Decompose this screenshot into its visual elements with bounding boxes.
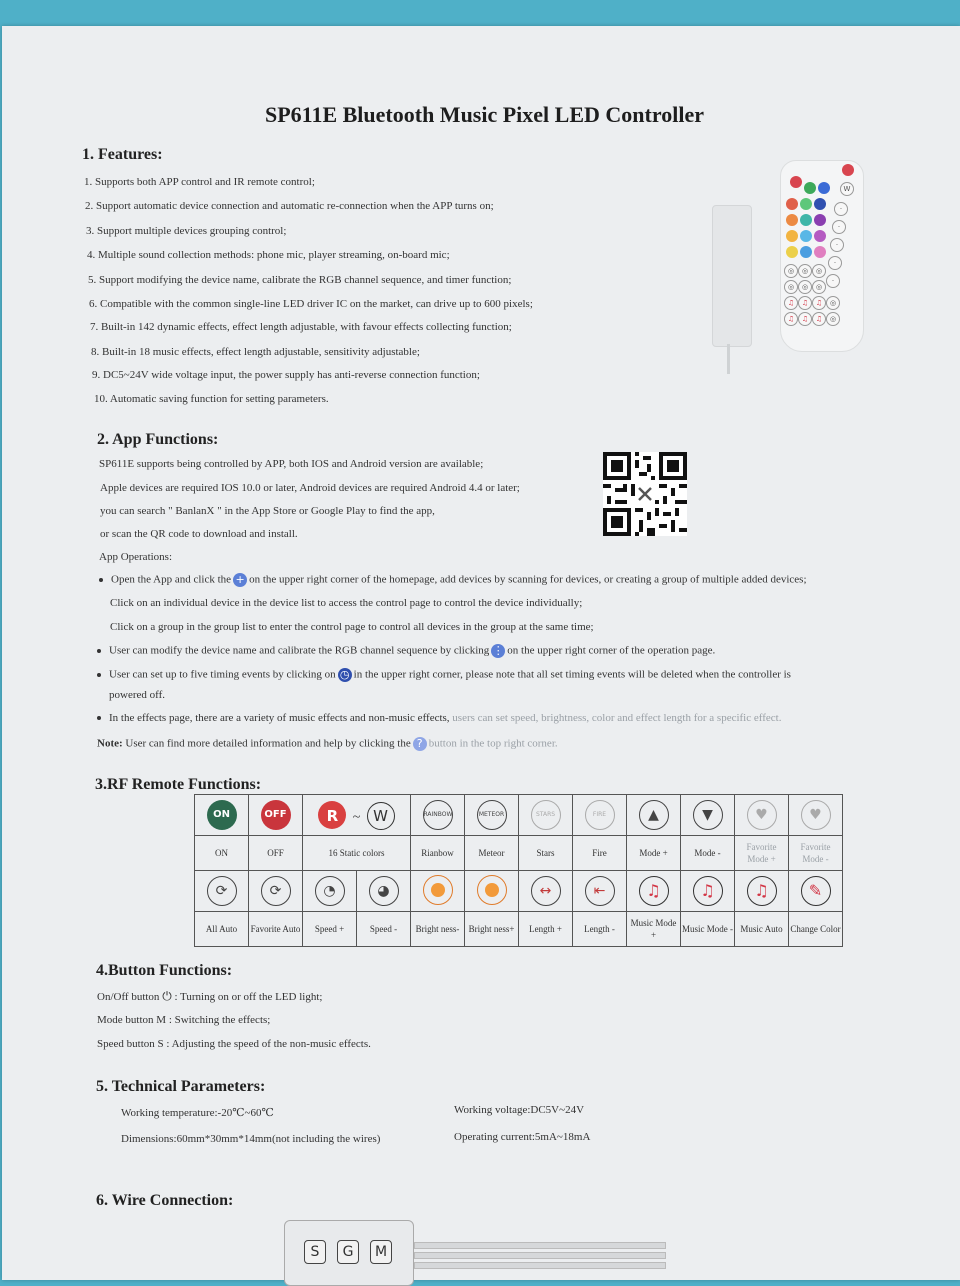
app-bullet-1 — [99, 573, 807, 587]
remote-function-button: ◎ — [784, 280, 798, 294]
music-mode-down-icon: ♫ — [693, 876, 723, 906]
qr-code — [603, 452, 687, 536]
remote-function-button: · — [832, 220, 846, 234]
port-g: G — [337, 1240, 359, 1264]
rf-label: OFF — [249, 836, 303, 871]
rf-cell — [411, 871, 465, 912]
remote-function-button: ◎ — [798, 280, 812, 294]
remote-function-button: ◎ — [812, 264, 826, 278]
tech-voltage: Working voltage:DC5V~24V — [454, 1104, 585, 1116]
rf-cell — [573, 871, 627, 912]
feature-item: 5. Support modifying the device name, calibrate the RGB channel sequence, and timer function; — [88, 274, 512, 286]
rf-label: Speed - — [357, 912, 411, 947]
rf-remote-table — [194, 794, 843, 947]
feature-item: 9. DC5~24V wide voltage input, the power supply has anti-reverse connection function; — [92, 369, 480, 381]
buttons-heading: 4.Button Functions: — [96, 962, 233, 979]
rf-label: Bright ness- — [411, 912, 465, 947]
remote-color-button — [800, 230, 812, 242]
app-operations-label: App Operations: — [99, 551, 173, 563]
rf-cell — [519, 795, 573, 836]
remote-function-button: · — [830, 238, 844, 252]
remote-music-button: ♫ — [784, 312, 798, 326]
rf-label: Bright ness+ — [465, 912, 519, 947]
rf-cell — [357, 871, 411, 912]
app-heading: 2. App Functions: — [97, 431, 219, 448]
app-bullet-4 — [97, 712, 781, 724]
onoff-row — [97, 989, 322, 1004]
rf-label: ON — [195, 836, 249, 871]
feature-item: 2. Support automatic device connection and automatic re-connection when the APP turns on; — [85, 200, 494, 212]
remote-function-button: · — [828, 256, 842, 270]
favorite-auto-icon: ⟳ — [261, 876, 291, 906]
rf-label: All Auto — [195, 912, 249, 947]
feature-item: 1. Supports both APP control and IR remote control; — [84, 176, 315, 188]
remote-music-button: ♫ — [784, 296, 798, 310]
music-mode-up-icon: ♫ — [639, 876, 669, 906]
feature-item: 4. Multiple sound collection methods: phone mic, player streaming, on-board mic; — [87, 249, 450, 261]
feature-item: 3. Support multiple devices grouping control; — [86, 225, 287, 237]
range-tilde: ~ — [352, 809, 361, 825]
rf-cell — [627, 871, 681, 912]
bullet-text-faded: users can set speed, brightness, color and effect length for a specific effect. — [452, 712, 782, 724]
rf-cell — [411, 795, 465, 836]
remote-color-button — [786, 246, 798, 258]
timer-icon: ◷ — [338, 668, 352, 682]
remote-function-button: · — [834, 202, 848, 216]
rf-label: Rianbow — [411, 836, 465, 871]
mode-label: Mode button M — [97, 1014, 167, 1026]
bullet-dot — [97, 673, 101, 677]
onoff-label: On/Off button — [97, 991, 160, 1003]
remote-color-button — [814, 230, 826, 242]
favorite-mode-up-icon: ♥ — [747, 800, 777, 830]
rf-cell — [303, 871, 357, 912]
rainbow-button-icon: RAINBOW — [423, 800, 453, 830]
remote-w-button: W — [840, 182, 854, 196]
rf-cell — [465, 871, 519, 912]
bullet-text: in the upper right corner, please note that all set timing events will be deleted when the controller is — [353, 668, 791, 681]
port-m: M — [370, 1240, 392, 1264]
rf-cell — [735, 795, 789, 836]
rf-cell — [519, 871, 573, 912]
app-intro-line: Apple devices are required IOS 10.0 or later, Android devices are required Android 4.4 or later; — [100, 482, 520, 494]
bullet-dot — [99, 578, 103, 582]
rf-label: Favorite Mode + — [735, 836, 789, 871]
rf-label: Meteor — [465, 836, 519, 871]
stars-button-icon: STARS — [531, 800, 561, 830]
bullet-text: User can set up to five timing events by clicking on — [109, 668, 336, 681]
rf-label: Length + — [519, 912, 573, 947]
remote-color-button — [786, 230, 798, 242]
remote-color-button — [814, 198, 826, 210]
remote-color-button — [818, 182, 830, 194]
remote-function-button: ◎ — [798, 264, 812, 278]
all-auto-icon: ⟳ — [207, 876, 237, 906]
remote-function-button: ◎ — [826, 312, 840, 326]
onoff-desc: : Turning on or off the LED light; — [174, 991, 323, 1003]
remote-color-button — [800, 214, 812, 226]
app-bullet-2 — [97, 644, 715, 658]
rf-cell — [681, 871, 735, 912]
speed-desc: : Adjusting the speed of the non-music effects. — [166, 1038, 371, 1050]
music-auto-icon: ♫ — [747, 876, 777, 906]
app-bullet-1-line: Click on a group in the group list to enter the control page to control all devices in the group at the same time; — [110, 621, 594, 633]
mode-desc: : Switching the effects; — [168, 1014, 271, 1026]
note-text-faded: button in the top right corner. — [428, 737, 558, 750]
mode-up-icon: ▲ — [639, 800, 669, 830]
note-text: User can find more detailed information and help by clicking the — [125, 737, 411, 750]
remote-image — [780, 160, 862, 370]
power-icon: ⏻ — [162, 989, 172, 1003]
bullet-text: Open the App and click the — [111, 573, 232, 586]
remote-function-button: ◎ — [826, 296, 840, 310]
rf-label: Favorite Mode - — [789, 836, 843, 871]
speed-row — [97, 1038, 371, 1050]
bullet-dot — [97, 716, 101, 720]
help-icon: ? — [413, 737, 427, 751]
rf-cell — [465, 795, 519, 836]
wire-heading: 6. Wire Connection: — [96, 1192, 234, 1209]
app-bullet-1-line: Click on an individual device in the device list to access the control page to control the device individually; — [110, 597, 583, 609]
remote-color-button — [814, 246, 826, 258]
length-up-icon: ↔ — [531, 876, 561, 906]
rf-label: Speed + — [303, 912, 357, 947]
bullet-text: In the effects page, there are a variety of music effects and non-music effects, — [109, 712, 450, 724]
settings-icon: ⋮ — [492, 644, 504, 657]
bullet-text: on the upper right corner of the operation page. — [507, 644, 716, 657]
rf-label: Music Mode + — [627, 912, 681, 947]
favorite-mode-down-icon: ♥ — [801, 800, 831, 830]
remote-function-button: · — [826, 274, 840, 288]
bullet-text: on the upper right corner of the homepage, add devices by scanning for devices, or creating a group of multiple added devices; — [249, 573, 807, 586]
feature-item: 6. Compatible with the common single-line LED driver IC on the market, can drive up to 600 pixels; — [89, 298, 533, 310]
wire-line — [414, 1252, 666, 1259]
remote-function-button: ◎ — [812, 280, 826, 294]
rf-cell — [195, 795, 249, 836]
remote-color-button — [786, 214, 798, 226]
rf-cell — [249, 871, 303, 912]
rf-cell — [789, 871, 843, 912]
rf-label: Change Color — [789, 912, 843, 947]
app-note — [97, 737, 558, 751]
remote-color-button — [814, 214, 826, 226]
features-heading: 1. Features: — [82, 146, 163, 163]
remote-music-button: ♫ — [812, 312, 826, 326]
tech-current: Operating current:5mA~18mA — [454, 1131, 591, 1143]
rf-cell — [573, 795, 627, 836]
app-intro-line: you can search " BanlanX " in the App Store or Google Play to find the app, — [100, 505, 435, 517]
remote-color-button — [786, 198, 798, 210]
rf-label: Music Auto — [735, 912, 789, 947]
speed-up-icon: ◔ — [315, 876, 345, 906]
rf-cell — [195, 871, 249, 912]
speed-label: Speed button S — [97, 1038, 164, 1050]
wire-line — [414, 1262, 666, 1269]
remote-color-button — [804, 182, 816, 194]
port-s: S — [304, 1240, 326, 1264]
rf-label: Fire — [573, 836, 627, 871]
tech-dimensions: Dimensions:60mm*30mm*14mm(not including the wires) — [121, 1133, 381, 1145]
remote-music-button: ♫ — [798, 312, 812, 326]
rf-cell — [303, 795, 411, 836]
feature-item: 7. Built-in 142 dynamic effects, effect length adjustable, with favour effects collecting function; — [90, 321, 512, 333]
fire-button-icon: FIRE — [585, 800, 615, 830]
add-device-icon: + — [233, 573, 247, 587]
remote-color-button — [800, 246, 812, 258]
app-intro-line: SP611E supports being controlled by APP, both IOS and Android version are available; — [99, 458, 484, 470]
tech-temperature: Working temperature:-20℃~60℃ — [121, 1107, 274, 1119]
controller-image — [712, 205, 752, 347]
rf-label: Mode + — [627, 836, 681, 871]
rf-label: Stars — [519, 836, 573, 871]
rf-label: Length - — [573, 912, 627, 947]
rf-label: Favorite Auto — [249, 912, 303, 947]
document-title: SP611E Bluetooth Music Pixel LED Controller — [265, 102, 704, 127]
app-intro-line: or scan the QR code to download and install. — [100, 528, 298, 540]
app-bullet-3-line: powered off. — [109, 689, 165, 701]
speed-down-icon: ◕ — [369, 876, 399, 906]
tech-heading: 5. Technical Parameters: — [96, 1078, 266, 1095]
off-button-icon: OFF — [261, 800, 291, 830]
remote-power-button — [842, 164, 854, 176]
change-color-icon: ✎ — [801, 876, 831, 906]
brightness-up-icon — [477, 875, 507, 905]
bullet-text: User can modify the device name and calibrate the RGB channel sequence by clicking — [109, 644, 490, 657]
rf-cell — [627, 795, 681, 836]
bullet-dot — [97, 649, 101, 653]
rf-label: 16 Static colors — [303, 836, 411, 871]
rf-heading: 3.RF Remote Functions: — [95, 776, 262, 793]
rf-label: Mode - — [681, 836, 735, 871]
length-down-icon: ⇤ — [585, 876, 615, 906]
rf-cell — [249, 795, 303, 836]
mode-row — [97, 1014, 270, 1026]
rf-cell — [681, 795, 735, 836]
wire-line — [414, 1242, 666, 1249]
note-label: Note: — [97, 737, 123, 750]
remote-music-button: ♫ — [798, 296, 812, 310]
feature-item: 8. Built-in 18 music effects, effect length adjustable, sensitivity adjustable; — [91, 346, 420, 358]
rf-cell — [789, 795, 843, 836]
red-button-icon: R — [318, 801, 346, 829]
remote-music-button: ♫ — [812, 296, 826, 310]
meteor-button-icon: METEOR — [477, 800, 507, 830]
remote-color-button — [790, 176, 802, 188]
rf-cell — [735, 871, 789, 912]
remote-function-button: ◎ — [784, 264, 798, 278]
rf-label: Music Mode - — [681, 912, 735, 947]
feature-item: 10. Automatic saving function for setting parameters. — [94, 393, 329, 405]
brightness-down-icon — [423, 875, 453, 905]
app-bullet-3 — [97, 668, 791, 682]
mode-down-icon: ▼ — [693, 800, 723, 830]
remote-color-button — [800, 198, 812, 210]
on-button-icon: ON — [207, 800, 237, 830]
white-button-icon: W — [367, 802, 395, 830]
